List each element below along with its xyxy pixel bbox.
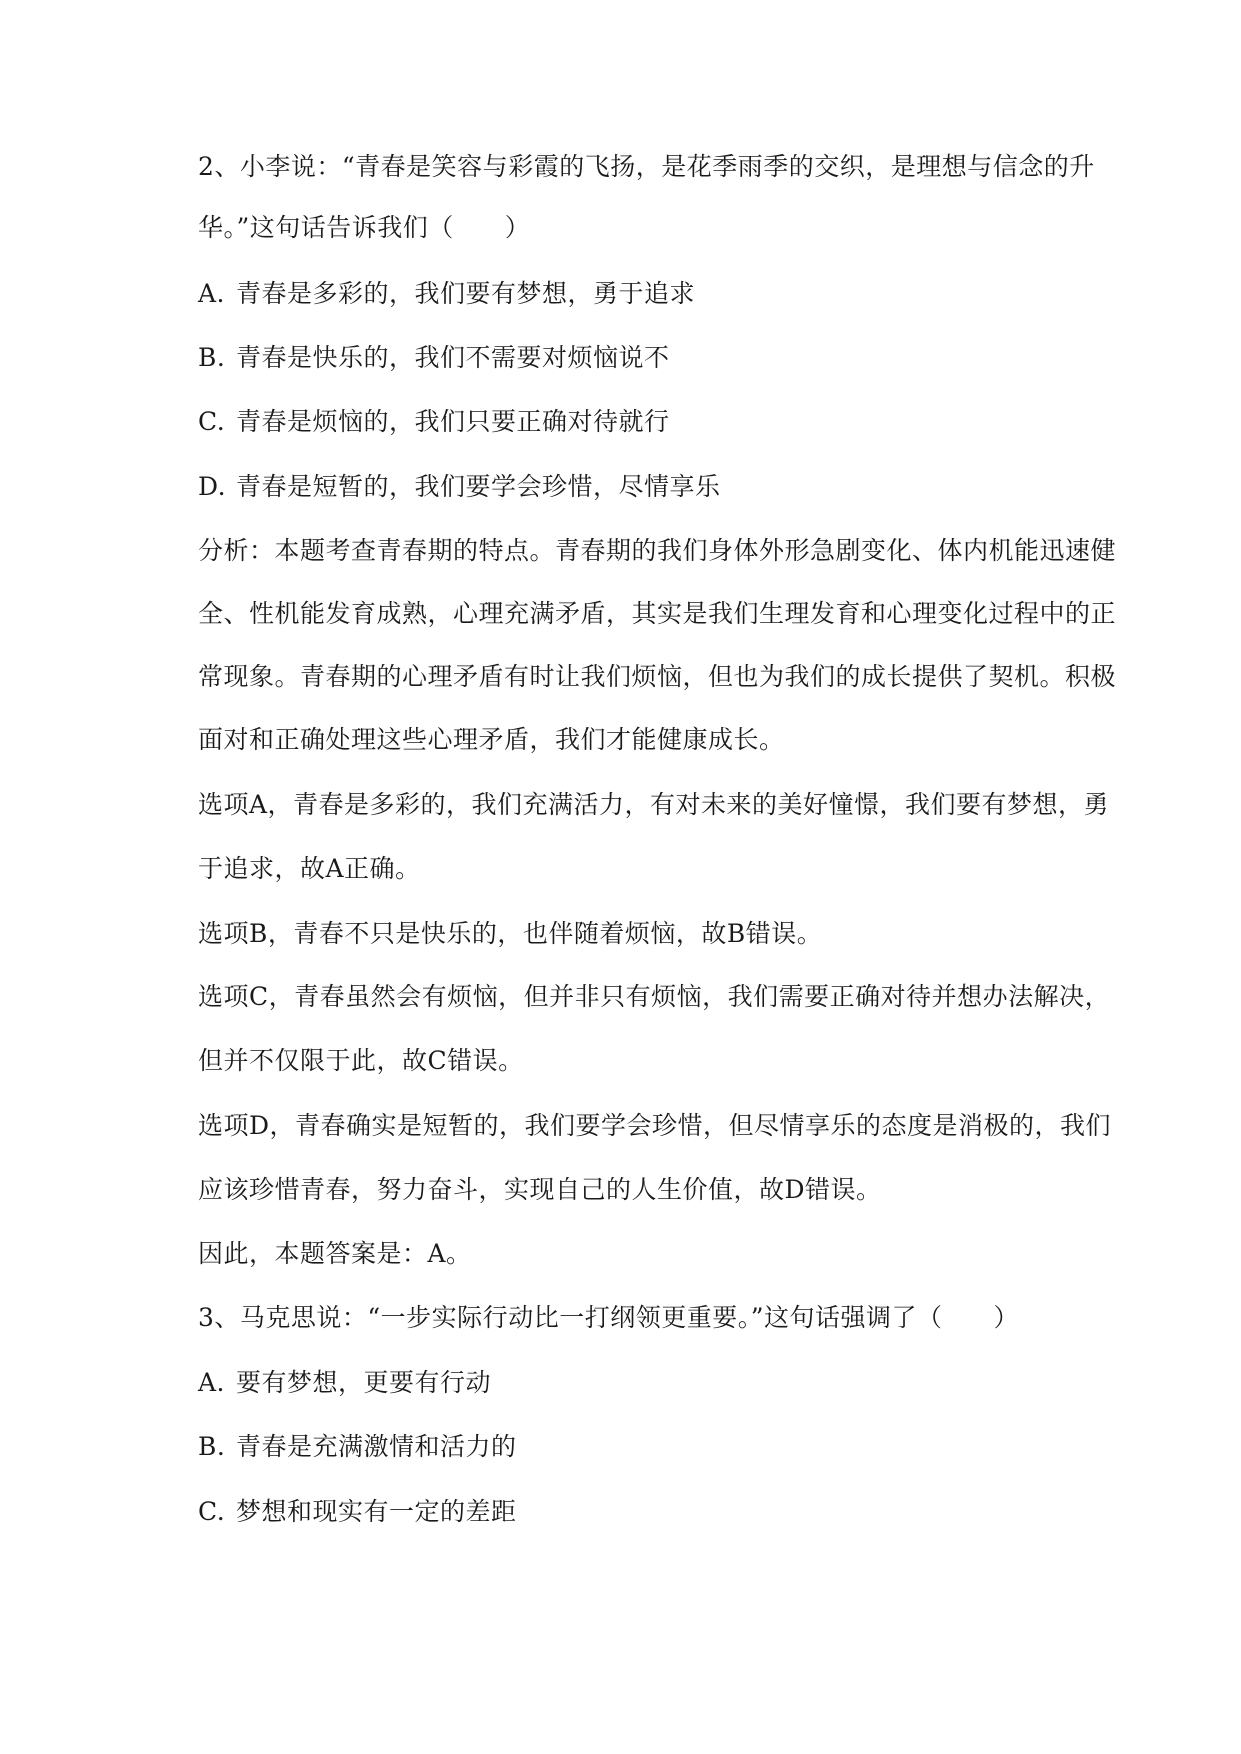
q2-option-d-analysis-line-2: 应该珍惜青春，努力奋斗，实现自己的人生价值，故D错误。 (198, 1175, 882, 1204)
option-text: 青春是充满激情和活力的 (236, 1432, 517, 1461)
option-text: 青春是短暂的，我们要学会珍惜，尽情享乐 (236, 472, 721, 501)
q2-option-c-analysis-line-2: 但并不仅限于此，故C错误。 (198, 1046, 524, 1075)
q3-option-a (198, 1367, 1098, 1399)
option-letter: C. (198, 407, 226, 436)
q2-conclusion: 因此，本题答案是：A。 (198, 1239, 472, 1268)
q2-option-c-analysis-line-1: 选项C，青春虽然会有烦恼，但并非只有烦恼，我们需要正确对待并想办法解决， (198, 982, 1111, 1011)
q3-stem: 3、马克思说：“一步实际行动比一打纲领更重要。”这句话强调了（ ） (198, 1303, 1019, 1332)
option-text: 要有梦想，更要有行动 (236, 1368, 492, 1397)
q2-stem-line-2: 华。”这句话告诉我们（ ） (198, 213, 531, 242)
option-text: 青春是快乐的，我们不需要对烦恼说不 (236, 343, 670, 372)
q2-option-a-analysis-line-1: 选项A，青春是多彩的，我们充满活力，有对未来的美好憧憬，我们要有梦想，勇 (198, 790, 1110, 819)
q2-analysis-line-1: 分析：本题考查青春期的特点。青春期的我们身体外形急剧变化、体内机能迅速健 (198, 536, 1117, 565)
option-letter: B. (198, 1432, 226, 1461)
q2-option-b-analysis: 选项B，青春不只是快乐的，也伴随着烦恼，故B错误。 (198, 919, 823, 948)
option-text: 梦想和现实有一定的差距 (236, 1497, 517, 1526)
q2-option-c (198, 406, 1098, 438)
q2-analysis-line-4: 面对和正确处理这些心理矛盾，我们才能健康成长。 (198, 725, 785, 754)
q2-option-b (198, 342, 1098, 374)
q2-option-a-analysis-line-2: 于追求，故A正确。 (198, 854, 421, 883)
q2-analysis-line-3: 常现象。青春期的心理矛盾有时让我们烦恼，但也为我们的成长提供了契机。积极 (198, 662, 1117, 691)
option-letter: A. (198, 1368, 226, 1397)
q2-stem-line-1: 2、小李说：“青春是笑容与彩霞的飞扬，是花季雨季的交织，是理想与信念的升 (198, 152, 1095, 181)
q3-option-b (198, 1431, 1098, 1463)
option-letter: B. (198, 343, 226, 372)
q3-option-c (198, 1496, 1098, 1528)
option-text: 青春是多彩的，我们要有梦想，勇于追求 (236, 279, 696, 308)
q2-option-a (198, 278, 1098, 310)
option-text: 青春是烦恼的，我们只要正确对待就行 (236, 407, 670, 436)
q2-analysis-line-2: 全、性机能发育成熟，心理充满矛盾，其实是我们生理发育和心理变化过程中的正 (198, 599, 1117, 628)
option-letter: A. (198, 279, 226, 308)
option-letter: C. (198, 1497, 226, 1526)
option-letter: D. (198, 472, 227, 501)
q2-option-d-analysis-line-1: 选项D，青春确实是短暂的，我们要学会珍惜，但尽情享乐的态度是消极的，我们 (198, 1111, 1112, 1140)
q2-option-d (198, 471, 1098, 503)
